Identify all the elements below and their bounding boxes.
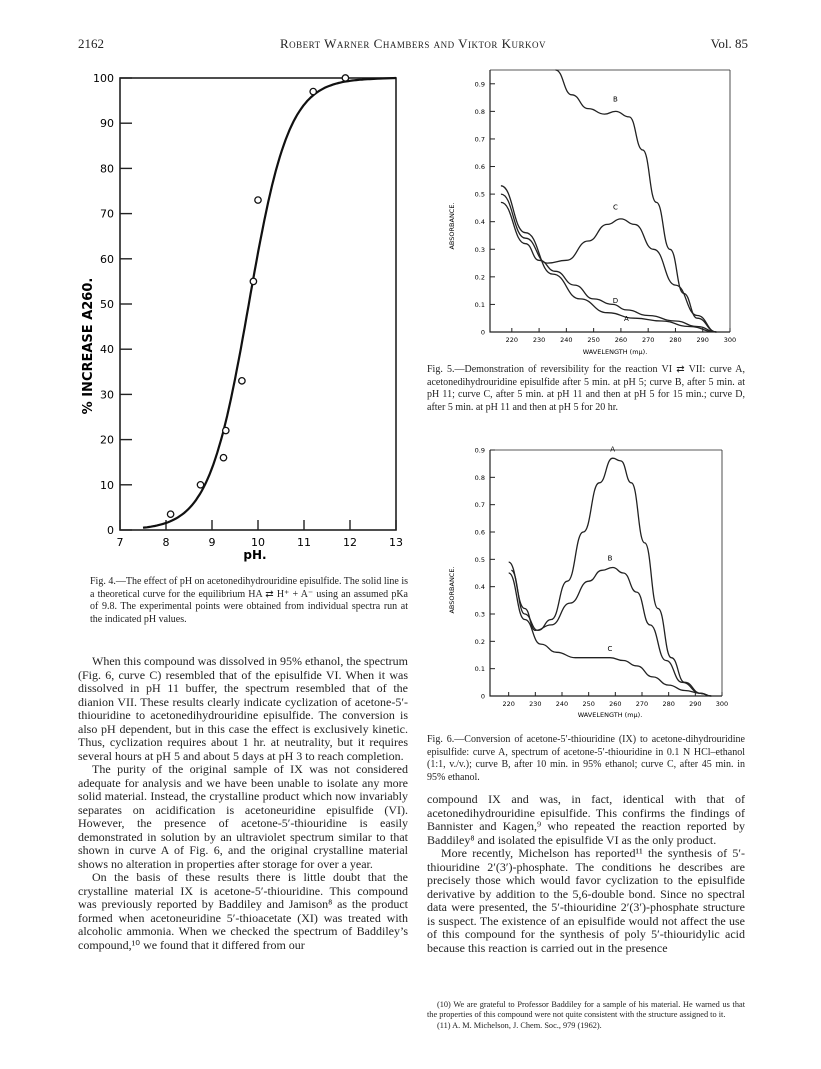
fig4-x-tick-label: 10 (251, 536, 265, 549)
fig6-y-tick-label: 0.5 (474, 555, 485, 564)
fig4-y-tick-label: 50 (100, 298, 114, 311)
fig6-curve-label: A (610, 445, 616, 454)
paragraph: compound IX and was, in fact, identical with that of acetonedihydrouridine episulfide. This confirms the findings of Bannister and Kagen,⁹ who repeated the reaction reported by Baddiley⁸ and isolated the episulfide VI as the only product. (427, 792, 745, 847)
fig5-y-tick-label: 0.5 (474, 190, 485, 199)
fig6-x-tick-label: 290 (689, 700, 702, 708)
fig4-xlabel: pH. (243, 548, 267, 562)
fig4-x-tick-label: 8 (162, 536, 170, 549)
fig4-data-point (167, 511, 173, 517)
fig4-y-tick-label: 80 (100, 162, 114, 176)
fig6-x-tick-label: 280 (662, 700, 675, 708)
fig4-chart (78, 66, 408, 566)
fig5-x-tick-label: 260 (614, 336, 628, 344)
fig5-curve-c (501, 194, 717, 332)
fig6-y-tick-label: 0 (480, 692, 485, 701)
volume-label: Vol. 85 (710, 36, 748, 51)
fig6-x-tick-label: 300 (715, 700, 729, 708)
fig6-axes (490, 450, 722, 696)
fig4-y-tick-label: 60 (100, 252, 114, 266)
footnote: (11) A. M. Michelson, J. Chem. Soc., 979 (1962). (437, 1021, 602, 1030)
left-column-text (78, 655, 408, 952)
fig5-caption: Fig. 5.—Demonstration of reversibility for the reaction VI ⇄ VII: curve A, acetonedihydrouridine episulfide after 5 min. at pH 5; curve B, after 5 min. at pH 11; curve C, after 5 min. at pH 11 and then at pH 5 for 15 min.; curve D, after 5 min. at pH 11 and then at pH 5 for 20 hr. (427, 364, 745, 413)
fig5-axes (490, 70, 730, 332)
fig6-y-tick-label: 0.3 (474, 610, 485, 619)
fig6-x-tick-label: 240 (555, 700, 569, 708)
fig5-x-tick-label: 270 (641, 336, 655, 344)
fig5-y-tick-label: 0.4 (474, 218, 485, 227)
fig5-xlabel: WAVELENGTH (mμ). (582, 348, 648, 356)
fig5-x-tick-label: 300 (723, 336, 737, 344)
fig5-y-tick-label: 0.9 (474, 80, 485, 89)
fig4-data-point (239, 378, 245, 384)
fig5-y-tick-label: 0.1 (474, 300, 485, 309)
fig6-y-tick-label: 0.6 (474, 528, 485, 537)
fig5-curve-b (556, 70, 717, 332)
fig4-x-tick-label: 13 (389, 536, 403, 549)
fig5-x-tick-label: 240 (560, 336, 573, 344)
fig4-x-tick-label: 9 (208, 536, 216, 549)
fig5-y-tick-label: 0 (480, 328, 485, 337)
footnotes (427, 1000, 745, 1032)
fig6-y-tick-label: 0.7 (474, 501, 485, 510)
fig6-x-tick-label: 270 (635, 700, 649, 708)
fig4-ylabel: % INCREASE A260. (81, 277, 96, 415)
page-number: 2162 (78, 36, 104, 51)
fig4-data-point (197, 482, 203, 488)
fig6-y-tick-label: 0.2 (474, 637, 485, 646)
fig5-curve-a (501, 186, 717, 332)
fig6-chart (440, 440, 750, 725)
fig6-curve-a (511, 458, 711, 696)
running-header (78, 36, 748, 56)
fig5-y-tick-label: 0.2 (474, 273, 485, 282)
running-authors: Robert Warner Chambers and Viktor Kurkov (280, 36, 546, 51)
fig5-chart (440, 66, 750, 361)
fig6-curve-label: C (607, 644, 613, 653)
paragraph: The purity of the original sample of IX was not considered adequate for analysis and we have been unable to isolate any more solid material. Instead, the crystalline product which now invariably separates on acidification is acetoneuridine episulfide (VI). However, the presence of acetone-5′-thiouridine is easily demonstrated in solution by an ultraviolet spectrum similar to that shown in curve A of Fig. 6, and the original crystalline material shows no alteration in properties after storage for over a year. (78, 762, 408, 871)
fig4-caption: Fig. 4.—The effect of pH on acetonedihydrouridine episulfide. The solid line is a theoretical curve for the equilibrium HA ⇄ H⁺ + A⁻ using an assumed pKa of 9.8. The experimental points were obtained from individual spectra run at the indicated pH values. (90, 576, 408, 625)
fig4-data-point (250, 278, 256, 284)
fig4-y-tick-label: 10 (100, 478, 114, 492)
fig6-curve-b (509, 562, 712, 696)
fig6-curve-label: B (607, 554, 613, 563)
fig4-y-tick-label: 90 (100, 117, 114, 131)
fig5-curve-label: D (612, 297, 619, 306)
fig6-x-tick-label: 230 (529, 700, 542, 708)
fig5-y-tick-label: 0.6 (474, 163, 485, 172)
fig6-y-tick-label: 0.4 (474, 583, 485, 592)
fig4-x-tick-label: 12 (343, 536, 357, 549)
fig4-y-tick-label: 30 (100, 388, 114, 402)
fig5-curve-label: A (623, 314, 629, 323)
fig4-data-point (220, 454, 226, 460)
fig4-data-point (342, 75, 348, 81)
paragraph: More recently, Michelson has reported¹¹ the synthesis of 5′-thiouridine 2′(3′)-phosphate. The conditions he describes are precisely those which would favor cyclization to the episulfide derivative by addition to the 5,6-double bond. Since no spectral data were presented, the 5′-thiouridine 2′(3′)-phosphate structure is suspect. The existence of an episulfide would not affect the use of this compound for the synthesis of poly 5′-thiouridylic acid because this reaction is carried out in the presence (427, 846, 745, 955)
fig5-x-tick-label: 290 (696, 336, 709, 344)
fig4-x-tick-label: 11 (297, 536, 311, 549)
paragraph: On the basis of these results there is little doubt that the crystalline material IX is acetone-5′-thiouridine. This compound was previously reported by Baddiley and Jamison⁸ as the product formed when acetoneuridine 5′-thioacetate (XI) was treated with alcoholic ammonia. When we checked the spectrum of Baddiley’s compound,¹⁰ we found that it differed from our (78, 870, 408, 952)
fig4-data-point (223, 427, 229, 433)
fig6-y-tick-label: 0.8 (474, 473, 485, 482)
fig5-ylabel: ABSORBANCE. (448, 202, 456, 250)
fig6-y-tick-label: 0.9 (474, 446, 485, 455)
fig6-xlabel: WAVELENGTH (mμ). (577, 711, 643, 719)
fig6-caption: Fig. 6.—Conversion of acetone-5′-thiouridine (IX) to acetone-dihydrouridine episulfide: curve A, spectrum of acetone-5′-thiouridine in 0.1 N HCl–ethanol (1:1, v./v.); curve B, after 10 min. in 95% ethanol; curve C, after 45 min. in 95% ethanol. (427, 734, 745, 783)
fig4-y-tick-label: 20 (100, 433, 114, 447)
fig6-ylabel: ABSORBANCE. (448, 566, 456, 614)
footnote: (10) We are grateful to Professor Baddiley for a sample of his material. He warned us that the properties of this compound were not quite consistent with the structure assigned to it. (427, 1000, 745, 1019)
fig5-curve-label: C (613, 203, 618, 212)
fig4-y-tick-label: 70 (100, 207, 114, 221)
fig4-y-tick-label: 0 (107, 524, 114, 537)
fig6-x-tick-label: 220 (502, 700, 515, 708)
fig4-y-tick-label: 40 (100, 343, 114, 357)
fig5-x-tick-label: 220 (505, 336, 519, 344)
fig5-x-tick-label: 230 (532, 336, 546, 344)
fig5-x-tick-label: 250 (587, 336, 600, 344)
fig5-y-tick-label: 0.3 (474, 245, 485, 254)
fig6-x-tick-label: 250 (582, 700, 595, 708)
fig5-y-tick-label: 0.7 (474, 135, 485, 144)
fig5-curve-label: B (613, 95, 618, 104)
fig6-y-tick-label: 0.1 (474, 665, 485, 674)
fig4-x-tick-label: 7 (116, 536, 124, 549)
paragraph: When this compound was dissolved in 95% ethanol, the spectrum (Fig. 6, curve C) resembled that of the episulfide VI. When it was dissolved in pH 11 buffer, the spectrum resembled that of the dianion VII. These results clearly indicate cyclization of acetone-5′-thiouridine to acetonedihydrouridine episulfide. The conversion is also pH dependent, but in this case the effect is exclusively kinetic. Thus, cyclization requires about 1 hr. at neutrality, but it requires several hours at pH 5 and about 5 days at pH 3 to reach completion. (78, 654, 408, 763)
fig4-theoretical-curve (143, 78, 396, 528)
right-column-text (427, 793, 745, 955)
fig4-frame (120, 78, 396, 530)
fig4-data-point (310, 88, 316, 94)
fig4-y-tick-label: 100 (93, 72, 114, 85)
fig6-x-tick-label: 260 (609, 700, 622, 708)
fig5-y-tick-label: 0.8 (474, 107, 485, 116)
fig4-data-point (255, 197, 261, 203)
fig5-x-tick-label: 280 (669, 336, 682, 344)
